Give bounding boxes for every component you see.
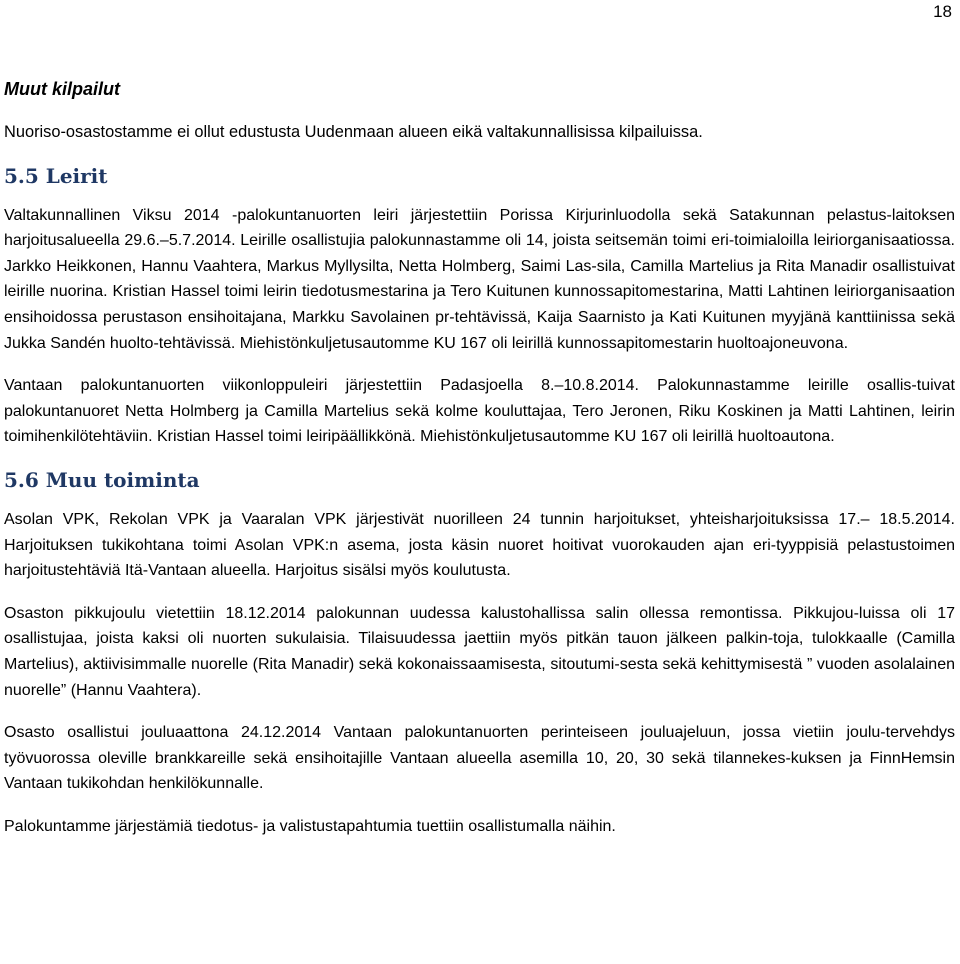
section-heading-leirit: 5.5 Leirit: [4, 163, 108, 188]
paragraph-harjoitus: Asolan VPK, Rekolan VPK ja Vaaralan VPK järjestivät nuorilleen 24 tunnin harjoitukset, yhteisharjoituksissa 17.– 18.5.2014. Harjoituksen tukikohtana toimi Asolan VPK:n asema, josta käsin nuoret hoitivat vuorokauden ajan eri-tyyppisiä pelastustoimen harjoitustehtäviä Itä-Vantaan alueella. Harjoitus sisälsi myös koulutusta.: [4, 510, 955, 580]
heading-muut-kilpailut: Muut kilpailut: [4, 79, 120, 99]
page-number: 18: [933, 2, 952, 21]
paragraph-kilpailut: Nuoriso-osastostamme ei ollut edustusta Uudenmaan alueen eikä valtakunnallisissa kilpailuissa.: [4, 123, 703, 141]
section-heading-muu-toiminta: 5.6 Muu toiminta: [4, 467, 200, 492]
page-content: [4, 76, 955, 856]
paragraph-pikkujoulu: Osaston pikkujoulu vietettiin 18.12.2014 palokunnan uudessa kalustohallissa salin ollessa remontissa. Pikkujou-luissa oli 17 osallistujaa, joista kaksi oli nuorten sukulaisia. Tilaisuudessa jaettiin myös pitkän tauon jälkeen palkin-toja, tulokkaalle (Camilla Martelius), aktiivisimmalle nuorelle (Rita Manadir) sekä kokonaissaamisesta, sitoutumi-sesta sekä kehittymisestä ” vuoden asolalainen nuorelle” (Hannu Vaahtera).: [4, 604, 955, 699]
paragraph-tiedotus: Palokuntamme järjestämiä tiedotus- ja valistustapahtumia tuettiin osallistumalla näihin.: [4, 817, 616, 835]
paragraph-jouluaatto: Osasto osallistui jouluaattona 24.12.2014 Vantaan palokuntanuorten perinteiseen jouluajeluun, jossa vietiin joulu-tervehdys työvuorossa oleville brankkareille sekä ensihoitajille Vantaan alueella asemilla 10, 20, 30 sekä tilannekes-kuksen ja FinnHemsin Vantaan tukikohdan henkilökunnalle.: [4, 724, 955, 793]
paragraph-padasjoki: Vantaan palokuntanuorten viikonloppuleiri järjestettiin Padasjoella 8.–10.8.2014. Palokunnastamme leirille osallis-tuivat palokuntanuoret Netta Holmberg ja Camilla Martelius sekä kolme kouluttajaa, Tero Jeronen, Riku Koskinen ja Matti Lahtinen, leirin toimihenkilötehtäviin. Kristian Hassel toimi leiripäällikkönä. Miehistönkuljetusautomme KU 167 oli leirillä huoltoautona.: [4, 377, 955, 446]
paragraph-viksu: Valtakunnallinen Viksu 2014 -palokuntanuorten leiri järjestettiin Porissa Kirjurinluodolla sekä Satakunnan pelastus-laitoksen harjoitusalueella 29.6.–5.7.2014. Leirille osallistujia palokunnastamme oli 14, joista seitsemän toimi eri-toimialoilla leiriorganisaatiossa. Jarkko Heikkonen, Hannu Vaahtera, Markus Myllysilta, Netta Holmberg, Saimi Las-sila, Camilla Martelius ja Rita Manadir osallistuivat leirille nuorina. Kristian Hassel toimi leirin tiedotusmestarina ja Tero Kuitunen kunnossapitomestarina, Matti Lahtinen leiriorganisaation ensihoidossa perustason ensihoitajana, Markku Savolainen pr-tehtävissä, Kaija Saarnisto ja Kati Kuitunen myyjänä kanttiinissa sekä Jukka Sandén huolto-tehtävissä. Miehistönkuljetusautomme KU 167 oli leirillä kunnossapitomestarin huoltoajoneuvona.: [4, 206, 955, 352]
